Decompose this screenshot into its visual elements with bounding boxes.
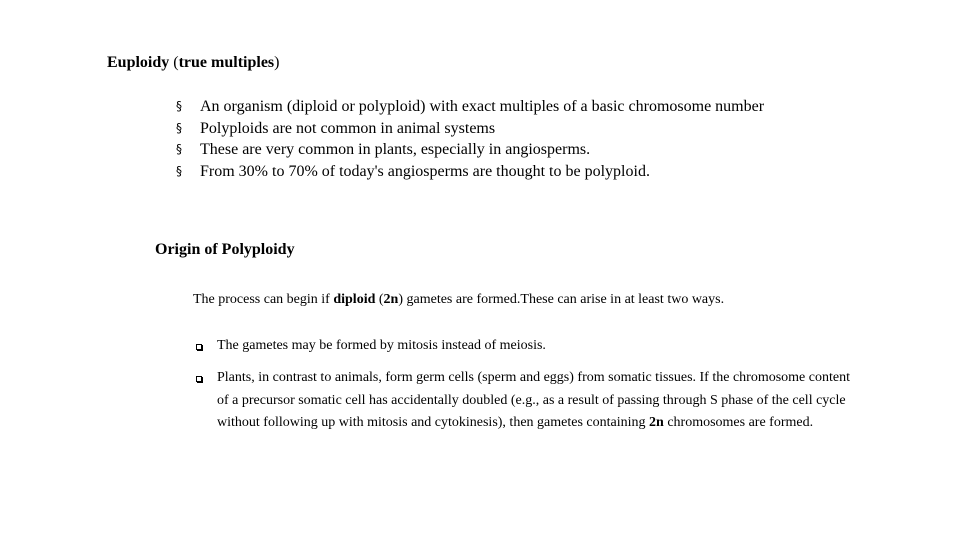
list-item: [176, 96, 764, 118]
heading-close-paren: ): [274, 54, 280, 71]
way-text-first: The gametes may be formed by mitosis instead of meiosis.: [217, 338, 546, 353]
heading-euploidy-subtitle: true multiples: [178, 54, 275, 71]
list-item: [176, 118, 764, 140]
list-item: [193, 335, 546, 358]
euploidy-bullet-list: [176, 96, 764, 182]
way-text-second-post: chromosomes are formed.: [663, 415, 814, 430]
bullet-text: An organism (diploid or polyploid) with exact multiples of a basic chromosome number: [200, 98, 765, 115]
list-item: [193, 367, 853, 435]
intro-mid: (: [375, 292, 384, 307]
heading-euploidy-bold: Euploidy: [107, 54, 170, 71]
bullet-text: From 30% to 70% of today's angiosperms are thought to be polyploid.: [200, 162, 650, 180]
list-item: [176, 161, 764, 183]
bullet-text: Polyploids are not common in animal systems: [200, 119, 496, 137]
ways-list-first: [193, 335, 546, 358]
ways-list-second: [193, 367, 853, 435]
intro-bold-diploid: diploid: [333, 292, 376, 307]
intro-paragraph: [193, 292, 724, 308]
section-bullet-icon: §: [176, 142, 182, 156]
intro-bold-2n: 2n: [383, 292, 399, 307]
way-text-second-bold: 2n: [649, 415, 664, 430]
section-bullet-icon: §: [176, 99, 182, 113]
intro-pre: The process can begin if: [193, 292, 334, 307]
intro-post: ) gametes are formed.These can arise in at least two ways.: [398, 292, 725, 307]
section-bullet-icon: §: [176, 120, 182, 135]
bullet-text: These are very common in plants, especially in angiosperms.: [200, 141, 591, 158]
way-text-second-pre: Plants, in contrast to animals, form germ cells (sperm and eggs) from somatic tissues. If the chromosome content of a precursor somatic cell has accidentally doubled (e.g., as a result of passing through S phase of the cell cycle without following up with mitosis and cytokinesis), then gametes containing: [217, 370, 850, 430]
square-bullet-icon: [196, 344, 202, 350]
heading-origin-of-polyploidy: Origin of Polyploidy: [155, 241, 295, 258]
list-item: [176, 139, 764, 161]
heading-euploidy: [107, 54, 279, 72]
section-bullet-icon: §: [176, 163, 182, 178]
heading-open-paren: (: [173, 54, 179, 71]
square-bullet-icon: [196, 376, 202, 382]
